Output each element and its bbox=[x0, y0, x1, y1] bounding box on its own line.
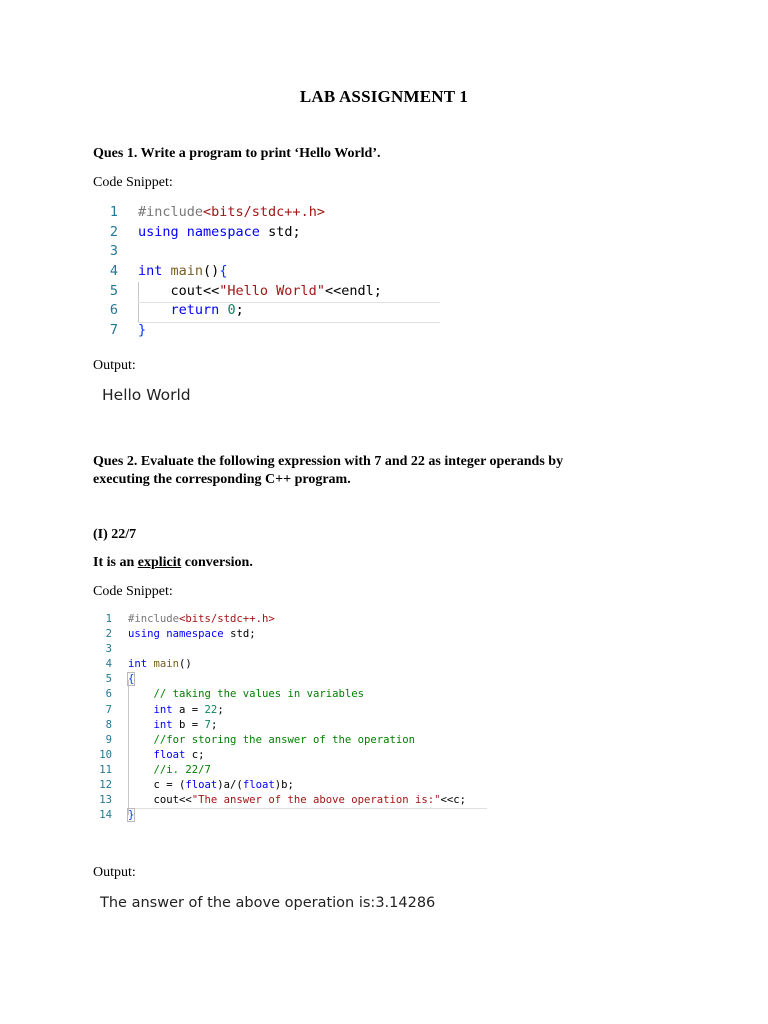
line-number: 6 bbox=[109, 302, 118, 319]
q2-heading-line2: executing the corresponding C++ program. bbox=[93, 472, 351, 487]
q2-snippet-label: Code Snippet: bbox=[93, 584, 173, 599]
line-number: 4 bbox=[105, 658, 112, 671]
q1-code-snippet bbox=[104, 203, 440, 341]
q1-snippet-label: Code Snippet: bbox=[93, 175, 173, 190]
line-number: 7 bbox=[105, 703, 112, 716]
code-line: 6 return 0; bbox=[104, 301, 440, 321]
line-number: 6 bbox=[105, 688, 112, 701]
line-number: 5 bbox=[109, 282, 118, 299]
line-number: 2 bbox=[109, 223, 118, 240]
conversion-word: explicit bbox=[137, 555, 182, 570]
code-line: 1 #include<bits/stdc++.h> bbox=[104, 203, 440, 223]
line-number: 1 bbox=[105, 613, 112, 625]
line-number: 3 bbox=[105, 643, 112, 656]
code-line: 4 int main(){ bbox=[104, 262, 440, 282]
q2-heading-line1: Ques 2. Evaluate the following expression with 7 and 22 as integer operands by bbox=[93, 454, 564, 469]
line-number: 10 bbox=[99, 748, 112, 761]
code-line: 7 } bbox=[104, 321, 440, 341]
q2-part-label: (I) 22/7 bbox=[93, 527, 137, 542]
code-line: 5 cout<<"Hello World"<<endl; bbox=[104, 282, 440, 302]
line-number: 8 bbox=[105, 718, 112, 731]
line-number: 2 bbox=[105, 628, 112, 641]
q1-output-text: Hello World bbox=[102, 386, 191, 404]
line-number: 11 bbox=[99, 763, 112, 776]
q2-conversion-note bbox=[93, 555, 253, 571]
code-line bbox=[104, 242, 440, 262]
code-line: 2 using namespace std; bbox=[104, 223, 440, 243]
q1-heading: Ques 1. Write a program to print ‘Hello World’. bbox=[93, 146, 381, 161]
line-number: 12 bbox=[99, 779, 112, 792]
line-number: 5 bbox=[105, 673, 112, 686]
conversion-prefix: It is an bbox=[93, 555, 138, 570]
line-number: 9 bbox=[105, 733, 112, 746]
q2-code-snippet: 1 #include<bits/stdc++.h> 2 using namespace std; 3 4 int main() 5 { 6 // taking the values in variables 7 int a = 22; 8 int b = 7; 9 //for storing the answer of the operation 10 float c; 11 //i. 22/7 12 c = (float)a/(float)b; 13 cout<<"The answer of the above operation is:"<<c; 14 } bbox=[97, 612, 487, 823]
line-number: 14 bbox=[99, 809, 112, 822]
conversion-suffix: conversion. bbox=[181, 555, 253, 570]
line-number: 4 bbox=[109, 263, 118, 280]
line-number: 13 bbox=[99, 794, 112, 807]
q2-output-text: The answer of the above operation is:3.14286 bbox=[100, 895, 436, 911]
line-number: 1 bbox=[109, 204, 118, 220]
q1-output-label: Output: bbox=[93, 358, 136, 373]
page-title: LAB ASSIGNMENT 1 bbox=[299, 87, 469, 106]
line-number: 3 bbox=[109, 243, 118, 260]
line-number: 7 bbox=[109, 322, 118, 339]
q2-output-label: Output: bbox=[93, 865, 136, 880]
